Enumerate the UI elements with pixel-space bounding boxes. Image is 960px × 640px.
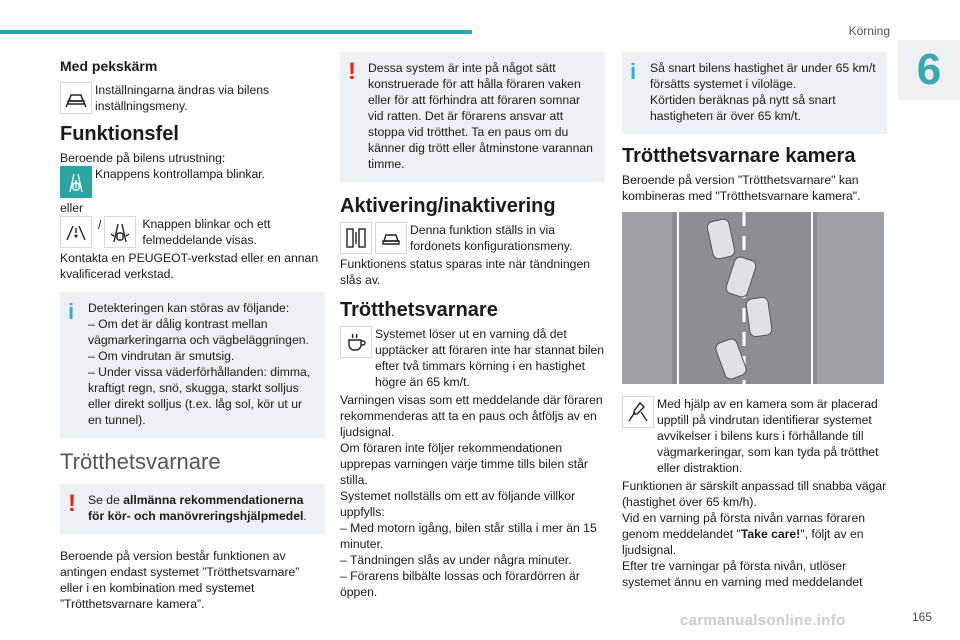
para-4: – Tändningen slås av under några minuter. [340, 553, 572, 567]
info-icon: i [630, 59, 637, 84]
third-warn-text: Efter tre varningar på första nivån, utlöser systemet ännu en varning med meddelandet [622, 559, 863, 589]
coffee-cup-icon [340, 326, 372, 358]
lane-lamp-outline-icon [104, 216, 136, 248]
note-line-1: – Om det är dålig kontrast mellan vägmarkeringarna och vägbeläggningen. [88, 317, 309, 347]
info-note-speed [622, 52, 887, 134]
camera-icon [622, 396, 654, 428]
system-text: Beroende på version består funktionen av antingen endast systemet ”Trötthetsvarnare” eller i en kombination med systemet ”Trötthetsvarnare kamera”. [60, 549, 300, 611]
warn-awake-text: Dessa system är inte på något sätt konstruerade för att hålla föraren vaken eller för att förhindra att föraren somnar vid ratten. Det är förarens ansvar att stoppa vid trötthet. Ta en paus om du känner dig trött eller åtminstone varannan timme. [368, 61, 593, 171]
para-5: – Förarens bilbälte lossas och förardörren är öppen. [340, 569, 580, 599]
fault-lamp-text: Knappens kontrollampa blinkar. [95, 167, 266, 181]
warning-text: Se de allmänna rekommendationerna för kör- och manövreringshjälpmedel. [88, 493, 307, 523]
column-3 [622, 52, 887, 590]
lane-warning-icon [60, 216, 92, 248]
fault-intro: Beroende på bilens utrustning: [60, 151, 226, 165]
car-lane-icon [60, 82, 92, 114]
note-line-2: – Om vindrutan är smutsig. [88, 349, 235, 363]
lane-drift-illustration [622, 212, 884, 384]
speed-text: Funktionen är särskilt anpassad till snabba vägar (hastighet över 65 km/h). [622, 479, 887, 509]
camera-intro: Beroende på version "Trötthetsvarnare" kan kombineras med "Trötthetsvarnare kamera". [622, 173, 861, 203]
or-text: eller [60, 201, 84, 215]
fault-heading: Funktionsfel [60, 123, 179, 145]
slash: / [98, 218, 102, 232]
warning-note-recommendations [60, 484, 325, 534]
activation-text: Denna funktion ställs in via fordonets konfigurationsmeny. [410, 223, 573, 253]
fatigue-alert-heading: Trötthetsvarnare [340, 299, 498, 321]
fatigue-text: Systemet löser ut en varning då det upptäcker att föraren inte har stannat bilen efter två timmars körning i en hastighet högre än 65 km/t. [375, 327, 604, 389]
top-accent-bar [0, 30, 472, 34]
touch-text: Inställningarna ändras via bilens inställningsmeny. [95, 83, 270, 113]
note-line-3: – Under vissa väderförhållanden: dimma, kraftigt regn, snö, skugga, starkt solljus eller direkt solljus (t.ex. låg sol, kör ut ur en tunnel). [88, 365, 311, 427]
column-1 [60, 52, 325, 612]
car-lane-icon [375, 222, 407, 254]
fatigue-row [340, 326, 605, 390]
para-3: – Med motorn igång, bilen står stilla i mer än 15 minuter. [340, 521, 597, 551]
note-line-0: Detekteringen kan störas av följande: [88, 301, 290, 315]
fault-button-row [60, 216, 325, 248]
info-text-2: Körtiden beräknas på nytt så snart hastigheten är över 65 km/t. [650, 93, 836, 123]
touch-heading: Med pekskärm [60, 58, 158, 74]
watermark: carmanualsonline.info [680, 612, 846, 629]
para-1: Om föraren inte följer rekommendationen upprepas varningen varje timme tills bilen står stilla. [340, 441, 588, 487]
lane-lamp-icon [60, 166, 92, 198]
page-number: 165 [911, 610, 932, 624]
camera-text: Med hjälp av en kamera som är placerad upptill på vindrutan identifierar systemet avvikelser i bilens kurs i förhållande till vägmarkeringar, som kan tyda på trötthet eller distraktion. [657, 397, 879, 475]
activation-row [340, 222, 605, 254]
info-icon: i [68, 299, 75, 324]
column-2 [340, 52, 605, 600]
fault-lamp-row [60, 166, 325, 198]
info-text-1: Så snart bilens hastighet är under 65 km/t försätts systemet i viloläge. [650, 61, 876, 91]
camera-row [622, 396, 887, 476]
touch-row [60, 82, 325, 114]
para-0: Varningen visas som ett meddelande där föraren rekommenderas att ta en paus och åtföljs av en ljudsignal. [340, 393, 603, 439]
info-note-detection [60, 292, 325, 438]
activation-status: Funktionens status sparas inte när tändningen slås av. [340, 257, 591, 287]
warning-note-awake [340, 52, 605, 182]
camera-heading: Trötthetsvarnare kamera [622, 145, 856, 167]
chapter-number: 6 [898, 40, 960, 100]
warning-icon: ! [348, 58, 356, 85]
fault-button-text: Knappen blinkar och ett felmeddelande visas. [142, 217, 271, 247]
section-label: Körning [848, 24, 890, 38]
first-warn-text: Vid en varning på första nivån varnas föraren genom meddelandet "Take care!", följt av en ljudsignal. [622, 511, 865, 557]
warning-icon: ! [68, 490, 76, 517]
para-2: Systemet nollställs om ett av följande villkor uppfylls: [340, 489, 576, 519]
lane-settings-icon [340, 222, 372, 254]
fatigue-heading: Trötthetsvarnare [60, 449, 221, 474]
activation-heading: Aktivering/inaktivering [340, 195, 556, 217]
fault-contact: Kontakta en PEUGEOT-verkstad eller en annan kvalificerad verkstad. [60, 251, 319, 281]
